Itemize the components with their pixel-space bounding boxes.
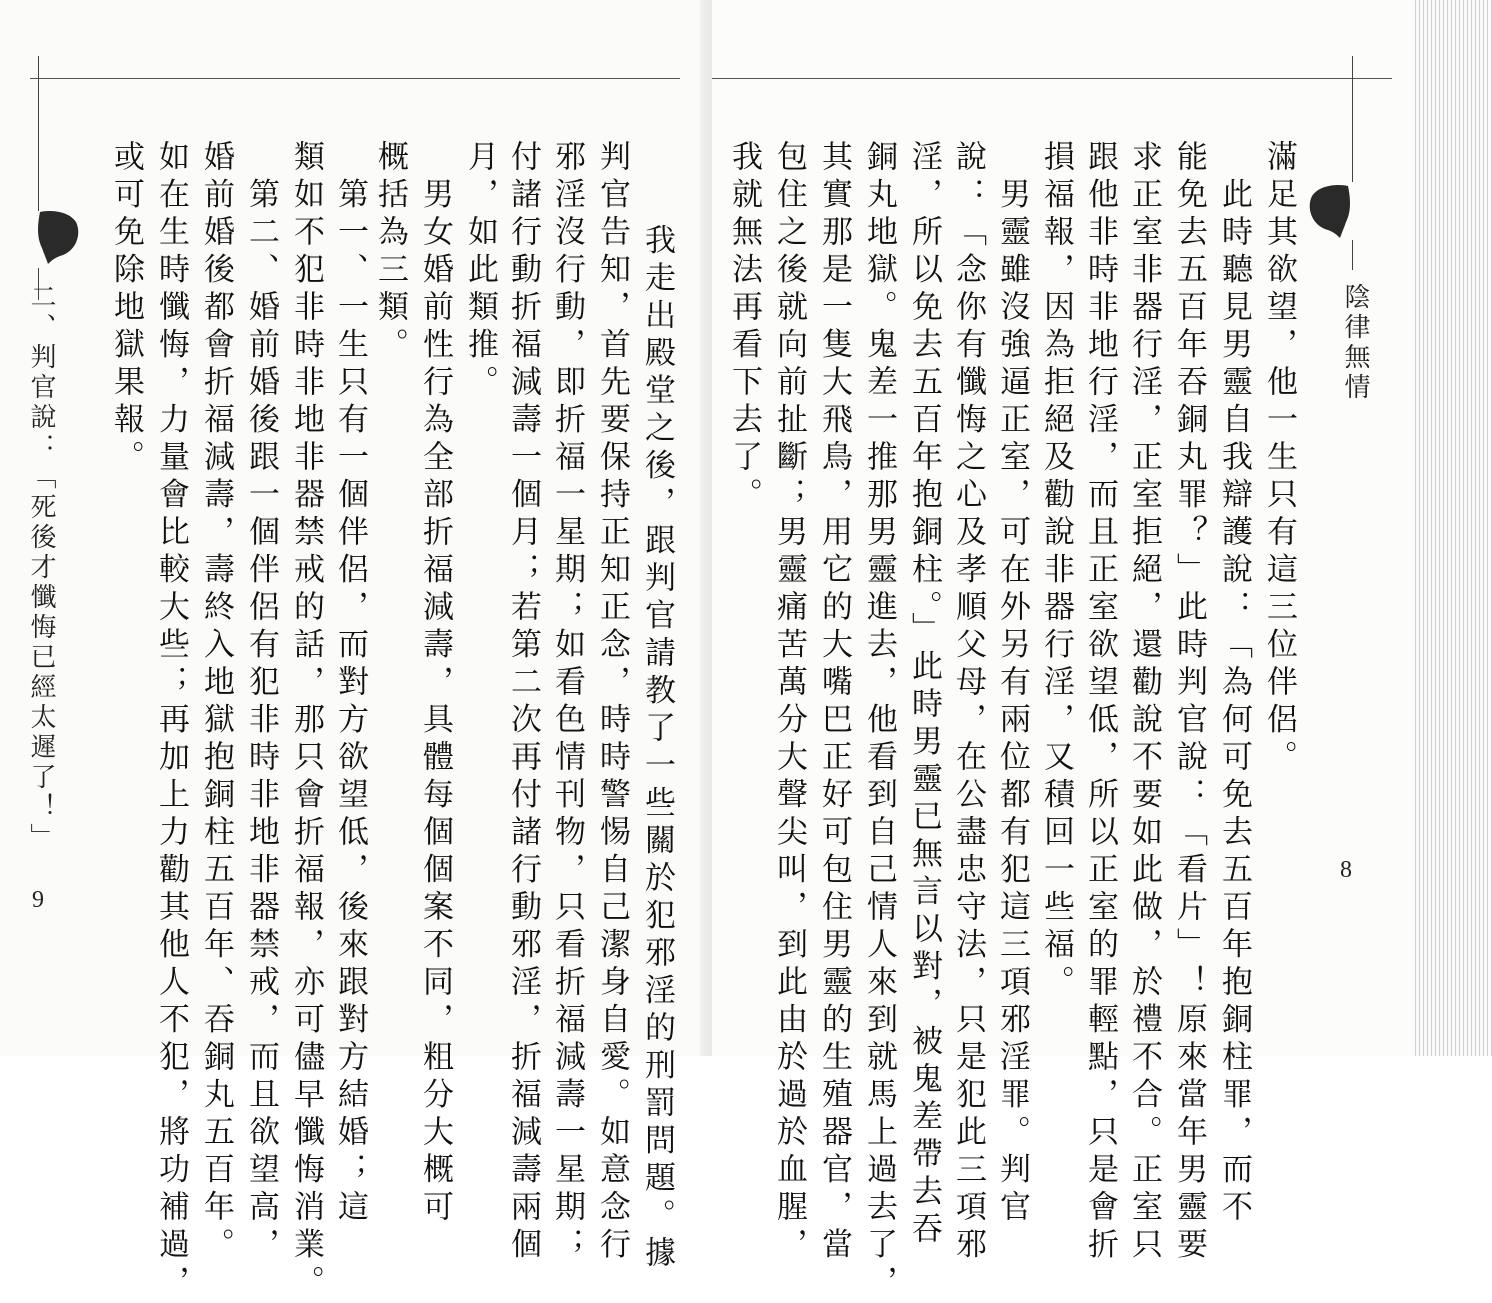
text-column: 說：「念你有懺悔之心及孝順父母，在公盡忠守法，只是犯此三項邪: [950, 140, 986, 1265]
left-page: [0, 0, 740, 1303]
text-column: 概括為三類。: [372, 140, 408, 365]
text-column: 判官告知，首先要保持正知正念，時時警惕自己潔身自愛。如意念行: [594, 140, 630, 1265]
text-column: 婚前婚後都會折福減壽，壽終入地獄抱銅柱五百年、吞銅丸五百年。: [198, 140, 234, 1265]
text-column: 銅丸地獄。鬼差一推那男靈進去，他看到自己情人來到就馬上過去了，: [861, 140, 897, 1303]
text-column: 男女婚前性行為全部折福減壽，具體每個個案不同，粗分大概可: [417, 140, 453, 1228]
text-column: 月，如此類推。: [462, 140, 498, 403]
text-column: 付諸行動折福減壽一個月；若第二次再付諸行動邪淫，折福減壽兩個: [505, 140, 541, 1265]
text-column: 第一、一生只有一個伴侶，而對方欲望低，後來跟對方結婚；這: [332, 140, 368, 1228]
text-column: 損福報，因為拒絕及勸說非器行淫，又積回一些福。: [1038, 140, 1074, 1003]
text-column: 其實那是一隻大飛鳥，用它的大嘴巴正好可包住男靈的生殖器官，當: [816, 140, 852, 1265]
text-column: 此時聽見男靈自我辯護說：「為何可免去五百年抱銅柱罪，而不: [1216, 140, 1252, 1228]
text-column: 第二、婚前婚後跟一個伴侶有犯非時非地非器禁戒，而且欲望高，: [243, 140, 279, 1265]
top-rule: [30, 78, 680, 79]
text-column: 男靈雖沒強逼正室，可在外另有兩位都有犯這三項邪淫罪。判官: [994, 140, 1030, 1228]
margin-line-lower: [1352, 240, 1353, 270]
text-column: 我就無法再看下去了。: [726, 140, 762, 515]
text-column: 類如不犯非時非地非器禁戒的話，那只會折福報，亦可儘早懺悔消業。: [288, 140, 324, 1303]
bodhi-leaf-icon: [1306, 182, 1350, 238]
text-column: 滿足其欲望，他一生只有這三位伴侶。: [1261, 140, 1297, 778]
text-column: 或可免除地獄果報。: [108, 140, 144, 478]
page-number: 9: [32, 887, 44, 913]
running-head: 二、判官說：「死後才懺悔已經太遲了！」: [26, 283, 56, 853]
right-page: [712, 0, 1412, 1303]
text-column: 跟他非時非地行淫，而且正室欲望低，所以正室的罪輕點，只是會折: [1082, 140, 1118, 1265]
margin-line: [1352, 56, 1353, 182]
text-column: 淫，所以免去五百年抱銅柱。」此時男靈已無言以對，被鬼差帶去吞: [906, 140, 942, 1250]
text-column: 包住之後就向前扯斷；男靈痛苦萬分大聲尖叫，到此由於過於血腥，: [771, 140, 807, 1265]
top-rule: [712, 78, 1392, 79]
text-column: 能免去五百年吞銅丸罪？」此時判官說：「看片」！原來當年男靈要: [1171, 140, 1207, 1265]
text-column: 如在生時懺悔，力量會比較大些；再加上力勸其他人不犯，將功補過，: [153, 140, 189, 1303]
page-edge-stack: [1412, 0, 1492, 1056]
text-column: 求正室非器行淫，正室拒絕，還勸說不要如此做，於禮不合。正室只: [1126, 140, 1162, 1265]
page-number: 8: [1340, 857, 1352, 883]
text-column: 邪淫沒行動，即折福一星期；如看色情刊物，只看折福減壽一星期；: [549, 140, 585, 1265]
running-head: 陰律無情: [1340, 283, 1370, 403]
text-column: 我走出殿堂之後，跟判官請教了一些關於犯邪淫的刑罰問題。據: [639, 186, 675, 1274]
margin-line: [38, 56, 39, 211]
bodhi-leaf-icon: [38, 208, 82, 264]
